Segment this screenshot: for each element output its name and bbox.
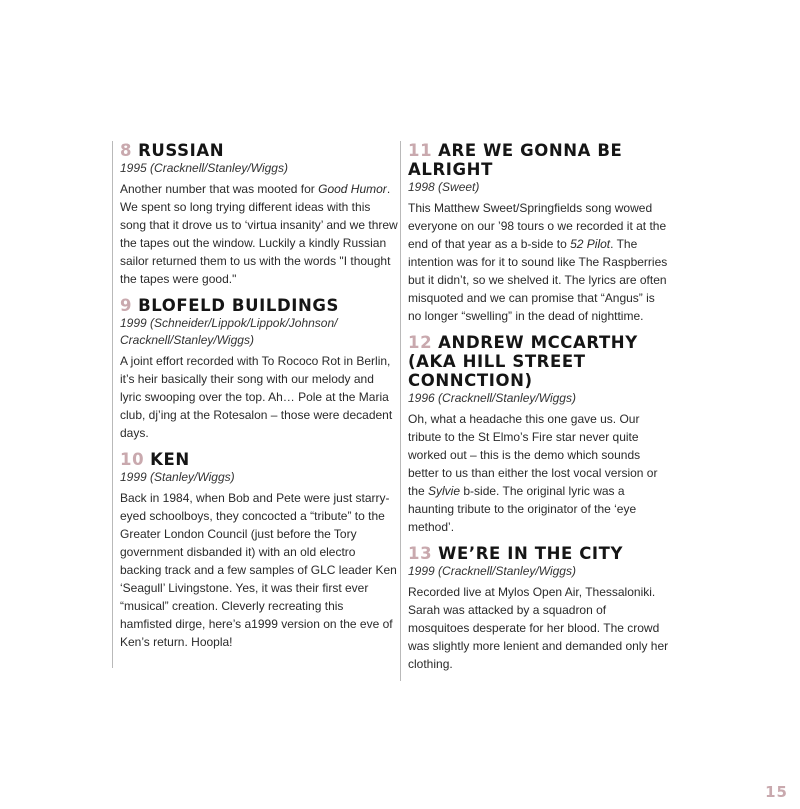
description-text: b-side. The original lyric was a haunting tribute to the originator of the ‘eye method’. [408,484,637,534]
description-text: A joint effort recorded with To Rococo Rot in Berlin, it’s heir basically their song with our melody and lyric swooping over the top. Ah… Pole at the Maria club, dj’ing at the Rotesalon – those were decadent days. [120,354,393,440]
right-column [400,141,670,681]
track-number: 8 [120,141,133,160]
italic-title: 52 Pilot [570,237,611,251]
track-description [120,180,398,288]
description-text: Recorded live at Mylos Open Air, Thessaloniki. Sarah was attacked by a squadron of mosquitoes desperate for her blood. The crowd was slightly more lenient and demanded only her clothing. [408,585,669,671]
track-title [120,296,398,315]
track-entry [120,141,398,288]
description-text: This Matthew Sweet/Springfields song wowed everyone on our ’98 tours o we recorded it at the end of that year as a b-side to [408,201,667,251]
italic-title: Sylvie [428,484,461,498]
track-credit: 1996 (Cracknell/Stanley/Wiggs) [408,391,576,405]
track-credit: 1999 (Schneider/Lippok/Lippok/Johnson/ Cracknell/Stanley/Wiggs) [120,316,338,347]
track-name: KEN [150,450,190,469]
track-number: 10 [120,450,145,469]
track-description [408,410,670,536]
description-text: Oh, what a headache this one gave us. Our tribute to the St Elmo’s Fire star never quite worked out – this is the demo which sounds better to us than either the lost vocal version or the [408,412,658,498]
track-name: ARE WE GONNA BE ALRIGHT [408,141,623,179]
description-text: . We spent so long trying different ideas with this song that it drove us to ‘virtua insanity’ and we threw the tapes out the window. Luckily a kindly Russian sailor returned them to us with the words "I thought the tapes were good." [120,182,398,286]
track-entry [120,296,398,442]
track-name: BLOFELD BUILDINGS [138,296,340,315]
description-text: Back in 1984, when Bob and Pete were just starry-eyed schoolboys, they concocted a “tribute” to the Greater London Council (just before the Tory government disbanded it) with an old electro backing track and a few samples of GLC leader Ken ‘Seagull’ Livingstone. Yes, it was their first ever “musical” creation. Cleverly recreating this hamfisted dirge, here’s a1999 version on the eve of Ken’s return. Hoopla! [120,491,397,649]
track-entry [408,544,670,673]
track-number: 11 [408,141,433,160]
track-name: WE’RE IN THE CITY [438,544,624,563]
left-column [112,141,398,668]
description-text: . The intention was for it to sound like The Raspberries but it didn’t, so we shelved it. The lyrics are often misquoted and we can promise that “Angus” is no longer “swelling” in the dead of nighttime. [408,237,668,323]
track-name: ANDREW MCCARTHY (AKA HILL STREET CONNCTION) [408,333,638,390]
track-title [408,141,670,179]
track-number: 13 [408,544,433,563]
track-description [120,352,398,442]
track-number: 9 [120,296,133,315]
italic-title: Good Humor [318,182,387,196]
description-text: Another number that was mooted for [120,182,319,196]
track-description [120,489,398,651]
track-entry [408,333,670,536]
track-credit: 1999 (Stanley/Wiggs) [120,470,235,484]
track-credit: 1995 (Cracknell/Stanley/Wiggs) [120,161,288,175]
track-name: RUSSIAN [138,141,225,160]
track-title [120,450,398,469]
track-title [120,141,398,160]
track-description [408,199,670,325]
track-title [408,544,670,563]
track-entry [408,141,670,325]
track-credit: 1999 (Cracknell/Stanley/Wiggs) [408,564,576,578]
track-entry [120,450,398,651]
track-description [408,583,670,673]
page-number: 15 [765,783,788,801]
track-title [408,333,670,390]
track-credit: 1998 (Sweet) [408,180,480,194]
track-number: 12 [408,333,433,352]
